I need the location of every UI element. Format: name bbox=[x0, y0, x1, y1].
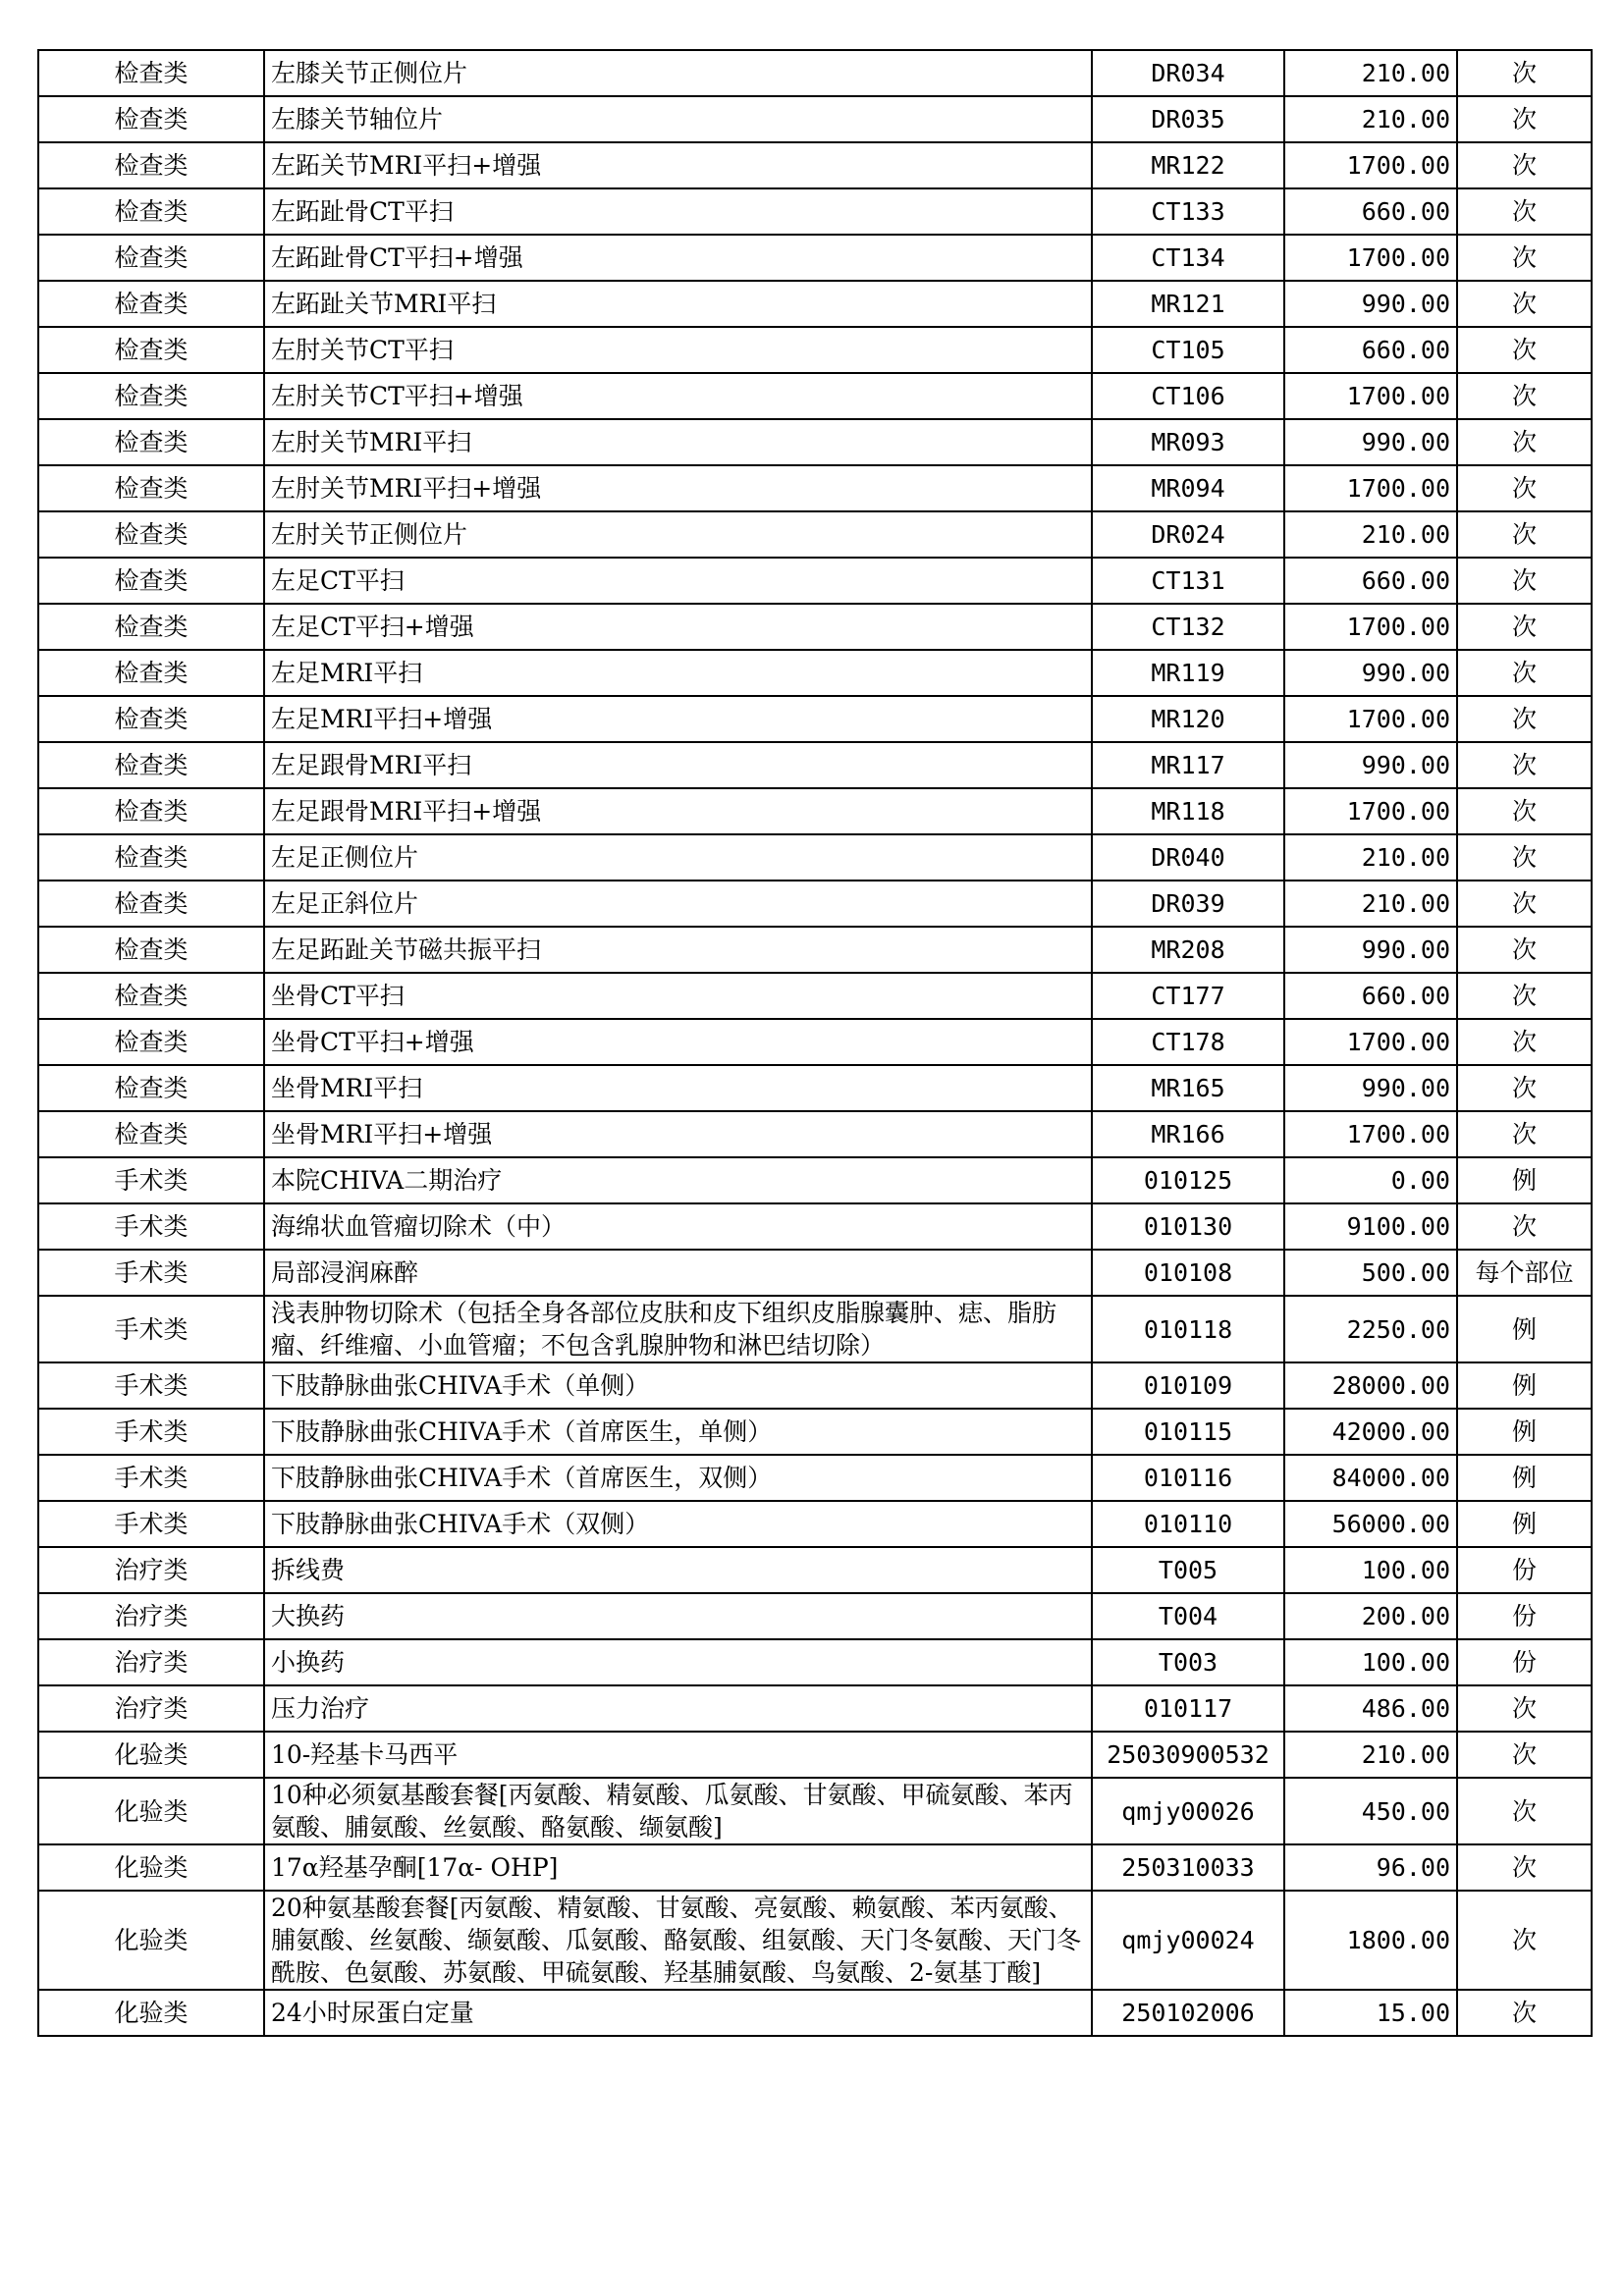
unit-cell: 次 bbox=[1457, 465, 1592, 511]
unit-cell: 次 bbox=[1457, 327, 1592, 373]
price-cell: 1700.00 bbox=[1284, 465, 1457, 511]
item-code-cell: 010117 bbox=[1092, 1685, 1284, 1732]
price-cell: 1700.00 bbox=[1284, 788, 1457, 834]
item-code-cell: 010116 bbox=[1092, 1455, 1284, 1501]
unit-cell: 份 bbox=[1457, 1547, 1592, 1593]
table-row bbox=[38, 235, 1592, 281]
category-cell: 检查类 bbox=[38, 327, 264, 373]
price-cell: 42000.00 bbox=[1284, 1409, 1457, 1455]
table-row bbox=[38, 604, 1592, 650]
unit-cell: 次 bbox=[1457, 511, 1592, 558]
unit-cell: 次 bbox=[1457, 281, 1592, 327]
item-name-cell: 大换药 bbox=[264, 1593, 1092, 1639]
category-cell: 检查类 bbox=[38, 511, 264, 558]
item-name-cell: 左膝关节正侧位片 bbox=[264, 50, 1092, 96]
item-code-cell: 010115 bbox=[1092, 1409, 1284, 1455]
price-cell: 0.00 bbox=[1284, 1157, 1457, 1203]
item-code-cell: MR094 bbox=[1092, 465, 1284, 511]
unit-cell: 次 bbox=[1457, 1203, 1592, 1250]
item-name-cell: 17α羟基孕酮[17α- OHP] bbox=[264, 1844, 1092, 1891]
unit-cell: 次 bbox=[1457, 1065, 1592, 1111]
item-name-cell: 下肢静脉曲张CHIVA手术（首席医生，双侧） bbox=[264, 1455, 1092, 1501]
table-row bbox=[38, 1296, 1592, 1362]
unit-cell: 次 bbox=[1457, 50, 1592, 96]
table-row bbox=[38, 1111, 1592, 1157]
table-row bbox=[38, 558, 1592, 604]
table-row bbox=[38, 96, 1592, 142]
unit-cell: 例 bbox=[1457, 1455, 1592, 1501]
item-code-cell: DR039 bbox=[1092, 881, 1284, 927]
item-name-cell: 坐骨MRI平扫+增强 bbox=[264, 1111, 1092, 1157]
price-cell: 210.00 bbox=[1284, 96, 1457, 142]
item-name-cell: 24小时尿蛋白定量 bbox=[264, 1990, 1092, 2036]
category-cell: 化验类 bbox=[38, 1732, 264, 1778]
table-row bbox=[38, 1547, 1592, 1593]
item-name-cell: 本院CHIVA二期治疗 bbox=[264, 1157, 1092, 1203]
item-name-cell: 拆线费 bbox=[264, 1547, 1092, 1593]
item-code-cell: 010109 bbox=[1092, 1362, 1284, 1409]
item-code-cell: MR119 bbox=[1092, 650, 1284, 696]
price-cell: 990.00 bbox=[1284, 927, 1457, 973]
unit-cell: 次 bbox=[1457, 927, 1592, 973]
category-cell: 手术类 bbox=[38, 1455, 264, 1501]
item-code-cell: MR093 bbox=[1092, 419, 1284, 465]
table-row bbox=[38, 927, 1592, 973]
unit-cell: 份 bbox=[1457, 1639, 1592, 1685]
price-cell: 100.00 bbox=[1284, 1639, 1457, 1685]
item-code-cell: CT178 bbox=[1092, 1019, 1284, 1065]
price-cell: 1700.00 bbox=[1284, 1019, 1457, 1065]
category-cell: 检查类 bbox=[38, 1111, 264, 1157]
item-name-cell: 左足CT平扫+增强 bbox=[264, 604, 1092, 650]
item-code-cell: DR040 bbox=[1092, 834, 1284, 881]
category-cell: 检查类 bbox=[38, 604, 264, 650]
price-cell: 1700.00 bbox=[1284, 373, 1457, 419]
item-code-cell: T004 bbox=[1092, 1593, 1284, 1639]
item-name-cell: 左足MRI平扫+增强 bbox=[264, 696, 1092, 742]
item-name-cell: 小换药 bbox=[264, 1639, 1092, 1685]
table-body bbox=[38, 50, 1592, 2036]
category-cell: 手术类 bbox=[38, 1250, 264, 1296]
price-cell: 990.00 bbox=[1284, 281, 1457, 327]
item-code-cell: CT105 bbox=[1092, 327, 1284, 373]
table-row bbox=[38, 1501, 1592, 1547]
table-row bbox=[38, 1891, 1592, 1990]
price-cell: 990.00 bbox=[1284, 1065, 1457, 1111]
unit-cell: 次 bbox=[1457, 558, 1592, 604]
unit-cell: 次 bbox=[1457, 1111, 1592, 1157]
unit-cell: 次 bbox=[1457, 834, 1592, 881]
price-cell: 210.00 bbox=[1284, 50, 1457, 96]
table-row bbox=[38, 1778, 1592, 1844]
price-cell: 1800.00 bbox=[1284, 1891, 1457, 1990]
price-cell: 100.00 bbox=[1284, 1547, 1457, 1593]
price-cell: 660.00 bbox=[1284, 558, 1457, 604]
unit-cell: 次 bbox=[1457, 1778, 1592, 1844]
table-row bbox=[38, 1019, 1592, 1065]
category-cell: 化验类 bbox=[38, 1778, 264, 1844]
table-row bbox=[38, 1409, 1592, 1455]
table-row bbox=[38, 788, 1592, 834]
item-name-cell: 下肢静脉曲张CHIVA手术（双侧） bbox=[264, 1501, 1092, 1547]
price-cell: 96.00 bbox=[1284, 1844, 1457, 1891]
item-code-cell: 250102006 bbox=[1092, 1990, 1284, 2036]
item-code-cell: CT133 bbox=[1092, 188, 1284, 235]
category-cell: 化验类 bbox=[38, 1891, 264, 1990]
item-code-cell: CT132 bbox=[1092, 604, 1284, 650]
item-code-cell: qmjy00026 bbox=[1092, 1778, 1284, 1844]
item-code-cell: MR122 bbox=[1092, 142, 1284, 188]
price-cell: 1700.00 bbox=[1284, 696, 1457, 742]
table-row bbox=[38, 281, 1592, 327]
item-code-cell: DR024 bbox=[1092, 511, 1284, 558]
price-cell: 28000.00 bbox=[1284, 1362, 1457, 1409]
table-row bbox=[38, 834, 1592, 881]
table-row bbox=[38, 881, 1592, 927]
item-name-cell: 左跖趾骨CT平扫+增强 bbox=[264, 235, 1092, 281]
price-cell: 1700.00 bbox=[1284, 142, 1457, 188]
category-cell: 治疗类 bbox=[38, 1639, 264, 1685]
unit-cell: 份 bbox=[1457, 1593, 1592, 1639]
item-name-cell: 左膝关节轴位片 bbox=[264, 96, 1092, 142]
table-row bbox=[38, 1455, 1592, 1501]
price-cell: 9100.00 bbox=[1284, 1203, 1457, 1250]
price-cell: 15.00 bbox=[1284, 1990, 1457, 2036]
table-row bbox=[38, 465, 1592, 511]
price-cell: 200.00 bbox=[1284, 1593, 1457, 1639]
unit-cell: 次 bbox=[1457, 973, 1592, 1019]
table-row bbox=[38, 419, 1592, 465]
item-name-cell: 左足MRI平扫 bbox=[264, 650, 1092, 696]
unit-cell: 次 bbox=[1457, 1990, 1592, 2036]
price-cell: 660.00 bbox=[1284, 188, 1457, 235]
price-cell: 486.00 bbox=[1284, 1685, 1457, 1732]
item-name-cell: 10种必须氨基酸套餐[丙氨酸、精氨酸、瓜氨酸、甘氨酸、甲硫氨酸、苯丙氨酸、脯氨酸、丝氨酸、酪氨酸、缬氨酸] bbox=[264, 1778, 1092, 1844]
item-code-cell: MR208 bbox=[1092, 927, 1284, 973]
item-name-cell: 左足跖趾关节磁共振平扫 bbox=[264, 927, 1092, 973]
item-name-cell: 坐骨MRI平扫 bbox=[264, 1065, 1092, 1111]
item-code-cell: qmjy00024 bbox=[1092, 1891, 1284, 1990]
category-cell: 治疗类 bbox=[38, 1685, 264, 1732]
price-cell: 500.00 bbox=[1284, 1250, 1457, 1296]
item-name-cell: 左足CT平扫 bbox=[264, 558, 1092, 604]
unit-cell: 次 bbox=[1457, 604, 1592, 650]
category-cell: 检查类 bbox=[38, 788, 264, 834]
table-row bbox=[38, 1593, 1592, 1639]
table-row bbox=[38, 50, 1592, 96]
item-name-cell: 左肘关节MRI平扫+增强 bbox=[264, 465, 1092, 511]
price-cell: 84000.00 bbox=[1284, 1455, 1457, 1501]
category-cell: 检查类 bbox=[38, 50, 264, 96]
item-name-cell: 局部浸润麻醉 bbox=[264, 1250, 1092, 1296]
item-code-cell: CT106 bbox=[1092, 373, 1284, 419]
price-cell: 1700.00 bbox=[1284, 1111, 1457, 1157]
category-cell: 检查类 bbox=[38, 927, 264, 973]
category-cell: 检查类 bbox=[38, 142, 264, 188]
item-code-cell: DR034 bbox=[1092, 50, 1284, 96]
category-cell: 检查类 bbox=[38, 96, 264, 142]
unit-cell: 次 bbox=[1457, 788, 1592, 834]
item-name-cell: 下肢静脉曲张CHIVA手术（首席医生，单侧） bbox=[264, 1409, 1092, 1455]
item-code-cell: CT131 bbox=[1092, 558, 1284, 604]
item-code-cell: MR118 bbox=[1092, 788, 1284, 834]
unit-cell: 次 bbox=[1457, 142, 1592, 188]
table-row bbox=[38, 373, 1592, 419]
unit-cell: 次 bbox=[1457, 1732, 1592, 1778]
price-cell: 210.00 bbox=[1284, 511, 1457, 558]
item-name-cell: 10-羟基卡马西平 bbox=[264, 1732, 1092, 1778]
table-row bbox=[38, 327, 1592, 373]
item-code-cell: CT134 bbox=[1092, 235, 1284, 281]
unit-cell: 次 bbox=[1457, 1019, 1592, 1065]
item-code-cell: 250310033 bbox=[1092, 1844, 1284, 1891]
item-name-cell: 左跖趾骨CT平扫 bbox=[264, 188, 1092, 235]
table-row bbox=[38, 696, 1592, 742]
price-cell: 660.00 bbox=[1284, 327, 1457, 373]
item-code-cell: MR166 bbox=[1092, 1111, 1284, 1157]
category-cell: 手术类 bbox=[38, 1409, 264, 1455]
price-cell: 660.00 bbox=[1284, 973, 1457, 1019]
item-code-cell: MR117 bbox=[1092, 742, 1284, 788]
item-code-cell: 010110 bbox=[1092, 1501, 1284, 1547]
category-cell: 手术类 bbox=[38, 1501, 264, 1547]
table-row bbox=[38, 1203, 1592, 1250]
item-name-cell: 左肘关节CT平扫+增强 bbox=[264, 373, 1092, 419]
table-row bbox=[38, 742, 1592, 788]
price-cell: 2250.00 bbox=[1284, 1296, 1457, 1362]
category-cell: 检查类 bbox=[38, 1065, 264, 1111]
item-code-cell: 010130 bbox=[1092, 1203, 1284, 1250]
item-name-cell: 左肘关节CT平扫 bbox=[264, 327, 1092, 373]
table-row bbox=[38, 1685, 1592, 1732]
price-cell: 210.00 bbox=[1284, 834, 1457, 881]
category-cell: 治疗类 bbox=[38, 1593, 264, 1639]
category-cell: 手术类 bbox=[38, 1203, 264, 1250]
price-cell: 990.00 bbox=[1284, 419, 1457, 465]
category-cell: 检查类 bbox=[38, 558, 264, 604]
category-cell: 检查类 bbox=[38, 1019, 264, 1065]
item-code-cell: 010125 bbox=[1092, 1157, 1284, 1203]
price-list-table bbox=[37, 49, 1593, 2037]
category-cell: 化验类 bbox=[38, 1844, 264, 1891]
unit-cell: 次 bbox=[1457, 419, 1592, 465]
item-name-cell: 坐骨CT平扫 bbox=[264, 973, 1092, 1019]
category-cell: 检查类 bbox=[38, 373, 264, 419]
category-cell: 手术类 bbox=[38, 1157, 264, 1203]
category-cell: 检查类 bbox=[38, 465, 264, 511]
item-name-cell: 下肢静脉曲张CHIVA手术（单侧） bbox=[264, 1362, 1092, 1409]
item-name-cell: 左肘关节MRI平扫 bbox=[264, 419, 1092, 465]
category-cell: 手术类 bbox=[38, 1362, 264, 1409]
item-name-cell: 压力治疗 bbox=[264, 1685, 1092, 1732]
table-row bbox=[38, 1065, 1592, 1111]
table-row bbox=[38, 1844, 1592, 1891]
category-cell: 检查类 bbox=[38, 696, 264, 742]
item-code-cell: CT177 bbox=[1092, 973, 1284, 1019]
unit-cell: 次 bbox=[1457, 235, 1592, 281]
unit-cell: 次 bbox=[1457, 696, 1592, 742]
unit-cell: 次 bbox=[1457, 650, 1592, 696]
price-cell: 210.00 bbox=[1284, 881, 1457, 927]
unit-cell: 次 bbox=[1457, 1891, 1592, 1990]
unit-cell: 次 bbox=[1457, 881, 1592, 927]
item-name-cell: 左足正斜位片 bbox=[264, 881, 1092, 927]
price-cell: 450.00 bbox=[1284, 1778, 1457, 1844]
item-name-cell: 坐骨CT平扫+增强 bbox=[264, 1019, 1092, 1065]
category-cell: 检查类 bbox=[38, 188, 264, 235]
category-cell: 检查类 bbox=[38, 235, 264, 281]
unit-cell: 次 bbox=[1457, 1685, 1592, 1732]
item-code-cell: T003 bbox=[1092, 1639, 1284, 1685]
item-code-cell: 25030900532 bbox=[1092, 1732, 1284, 1778]
unit-cell: 例 bbox=[1457, 1409, 1592, 1455]
item-code-cell: DR035 bbox=[1092, 96, 1284, 142]
table-row bbox=[38, 1990, 1592, 2036]
price-cell: 1700.00 bbox=[1284, 604, 1457, 650]
table-row bbox=[38, 1250, 1592, 1296]
price-cell: 1700.00 bbox=[1284, 235, 1457, 281]
table-row bbox=[38, 1732, 1592, 1778]
category-cell: 检查类 bbox=[38, 881, 264, 927]
category-cell: 手术类 bbox=[38, 1296, 264, 1362]
unit-cell: 例 bbox=[1457, 1501, 1592, 1547]
price-cell: 56000.00 bbox=[1284, 1501, 1457, 1547]
category-cell: 检查类 bbox=[38, 742, 264, 788]
category-cell: 检查类 bbox=[38, 281, 264, 327]
table-row bbox=[38, 650, 1592, 696]
item-name-cell: 20种氨基酸套餐[丙氨酸、精氨酸、甘氨酸、亮氨酸、赖氨酸、苯丙氨酸、脯氨酸、丝氨酸、缬氨酸、瓜氨酸、酪氨酸、组氨酸、天门冬氨酸、天门冬酰胺、色氨酸、苏氨酸、甲硫氨酸、羟基脯氨酸、鸟氨酸、2-氨基丁酸] bbox=[264, 1891, 1092, 1990]
unit-cell: 次 bbox=[1457, 1844, 1592, 1891]
table-row bbox=[38, 142, 1592, 188]
price-cell: 210.00 bbox=[1284, 1732, 1457, 1778]
table-row bbox=[38, 973, 1592, 1019]
item-name-cell: 左足跟骨MRI平扫 bbox=[264, 742, 1092, 788]
item-name-cell: 海绵状血管瘤切除术（中） bbox=[264, 1203, 1092, 1250]
item-code-cell: T005 bbox=[1092, 1547, 1284, 1593]
table-row bbox=[38, 511, 1592, 558]
unit-cell: 例 bbox=[1457, 1157, 1592, 1203]
item-code-cell: MR165 bbox=[1092, 1065, 1284, 1111]
category-cell: 治疗类 bbox=[38, 1547, 264, 1593]
category-cell: 检查类 bbox=[38, 419, 264, 465]
unit-cell: 次 bbox=[1457, 188, 1592, 235]
category-cell: 检查类 bbox=[38, 973, 264, 1019]
category-cell: 检查类 bbox=[38, 650, 264, 696]
unit-cell: 每个部位 bbox=[1457, 1250, 1592, 1296]
category-cell: 检查类 bbox=[38, 834, 264, 881]
table-row bbox=[38, 188, 1592, 235]
item-name-cell: 左足正侧位片 bbox=[264, 834, 1092, 881]
unit-cell: 例 bbox=[1457, 1362, 1592, 1409]
price-cell: 990.00 bbox=[1284, 650, 1457, 696]
item-code-cell: 010108 bbox=[1092, 1250, 1284, 1296]
table-row bbox=[38, 1639, 1592, 1685]
unit-cell: 例 bbox=[1457, 1296, 1592, 1362]
item-code-cell: MR120 bbox=[1092, 696, 1284, 742]
table-row bbox=[38, 1157, 1592, 1203]
item-name-cell: 左跖趾关节MRI平扫 bbox=[264, 281, 1092, 327]
item-name-cell: 左足跟骨MRI平扫+增强 bbox=[264, 788, 1092, 834]
unit-cell: 次 bbox=[1457, 96, 1592, 142]
item-name-cell: 左肘关节正侧位片 bbox=[264, 511, 1092, 558]
item-code-cell: 010118 bbox=[1092, 1296, 1284, 1362]
item-code-cell: MR121 bbox=[1092, 281, 1284, 327]
price-cell: 990.00 bbox=[1284, 742, 1457, 788]
item-name-cell: 浅表肿物切除术（包括全身各部位皮肤和皮下组织皮脂腺囊肿、痣、脂肪瘤、纤维瘤、小血管瘤；不包含乳腺肿物和淋巴结切除） bbox=[264, 1296, 1092, 1362]
item-name-cell: 左跖关节MRI平扫+增强 bbox=[264, 142, 1092, 188]
unit-cell: 次 bbox=[1457, 742, 1592, 788]
unit-cell: 次 bbox=[1457, 373, 1592, 419]
category-cell: 化验类 bbox=[38, 1990, 264, 2036]
table-row bbox=[38, 1362, 1592, 1409]
